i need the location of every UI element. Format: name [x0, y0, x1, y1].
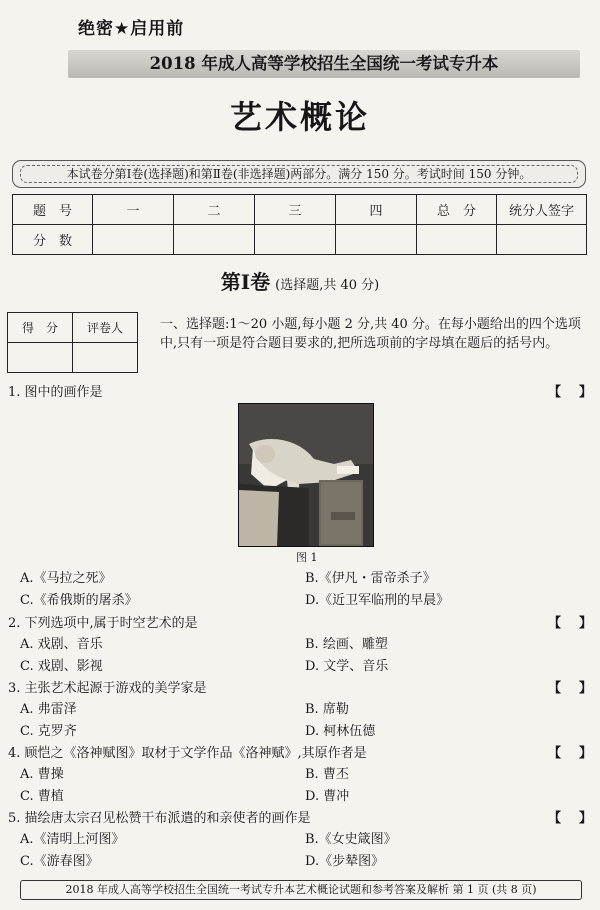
bracket-open: 【: [548, 385, 562, 400]
option-a: A. 戏剧、音乐: [20, 637, 103, 652]
option-a: A.《马拉之死》: [20, 571, 112, 586]
score-cell: [417, 225, 497, 255]
option-a: A.《清明上河图》: [20, 832, 125, 847]
notice-text: 本试卷分第Ⅰ卷(选择题)和第Ⅱ卷(非选择题)两部分。满分 150 分。考试时间 150 分钟。: [20, 165, 578, 183]
bracket-open: 【: [548, 681, 562, 696]
grader-name-cell: [73, 343, 138, 373]
option-c: C. 曹植: [20, 789, 64, 804]
bracket-close: 】: [578, 811, 592, 826]
bracket-close: 】: [578, 681, 592, 696]
grader-name-label: 评卷人: [73, 313, 138, 343]
bracket-open: 【: [548, 616, 562, 631]
bracket-open: 【: [548, 811, 562, 826]
score-table-header-cell: 四: [336, 195, 417, 225]
answer-bracket: [548, 807, 592, 826]
score-table-header-cell: 统分人签字: [497, 195, 587, 225]
page-footer: 2018 年成人高等学校招生全国统一考试专升本艺术概论试题和参考答案及解析 第 1 页 (共 8 页): [20, 880, 582, 900]
score-table-header-cell: 一: [93, 195, 174, 225]
grader-table: [7, 312, 138, 373]
volume-title: 第Ⅰ卷: [220, 270, 271, 294]
option-c: C. 克罗齐: [20, 724, 77, 739]
score-cell: [174, 225, 255, 255]
figure-caption: 图 1: [296, 551, 318, 564]
option-b: B.《伊凡・雷帝杀子》: [305, 571, 436, 586]
volume-subtitle: (选择题,共 40 分): [275, 278, 380, 293]
answer-bracket: [548, 742, 592, 761]
score-table-score-row: [13, 225, 587, 255]
score-cell: [497, 225, 587, 255]
score-table-header-row: [13, 195, 587, 225]
volume-heading: [0, 266, 600, 295]
secret-label: 绝密★启用前: [78, 19, 185, 39]
answer-bracket: [548, 677, 592, 696]
option-a: A. 曹操: [20, 767, 64, 782]
question-stem: 5. 描绘唐太宗召见松赞干布派遣的和亲使者的画作是: [8, 811, 311, 826]
question-stem: 2. 下列选项中,属于时空艺术的是: [8, 616, 198, 631]
score-cell: [336, 225, 417, 255]
option-d: D.《步辇图》: [305, 854, 385, 869]
option-d: D. 曹冲: [305, 789, 350, 804]
option-d: D. 文学、音乐: [305, 659, 389, 674]
option-d: D.《近卫军临刑的早晨》: [305, 593, 450, 608]
option-c: C.《希俄斯的屠杀》: [20, 593, 138, 608]
score-table-header-cell: 三: [255, 195, 336, 225]
question-stem: 1. 图中的画作是: [8, 385, 103, 400]
grader-score-cell: [8, 343, 73, 373]
option-b: B. 绘画、雕塑: [305, 637, 388, 652]
question-stem: 4. 顾恺之《洛神赋图》取材于文学作品《洛神赋》,其原作者是: [8, 746, 367, 761]
option-d: D. 柯林伍德: [305, 724, 376, 739]
score-table-row-label: 分 数: [13, 225, 93, 255]
bracket-close: 】: [578, 616, 592, 631]
score-table: [12, 194, 587, 255]
score-table-header-cell: 题 号: [13, 195, 93, 225]
exam-banner-title: 2018 年成人高等学校招生全国统一考试专升本: [149, 54, 499, 73]
option-a: A. 弗雷泽: [20, 702, 77, 717]
bracket-close: 】: [578, 385, 592, 400]
option-c: C. 戏剧、影视: [20, 659, 103, 674]
score-cell: [93, 225, 174, 255]
option-c: C.《游春图》: [20, 854, 99, 869]
option-b: B. 曹丕: [305, 767, 349, 782]
section-instructions: 一、选择题:1～20 小题,每小题 2 分,共 40 分。在每小题给出的四个选项中,只有一项是符合题目要求的,把所选项前的字母填在题后的括号内。: [160, 317, 581, 351]
painting-image: [238, 403, 374, 547]
option-b: B.《女史箴图》: [305, 832, 397, 847]
answer-bracket: [548, 612, 592, 631]
grader-score-label: 得 分: [8, 313, 73, 343]
answer-bracket: [548, 381, 592, 400]
score-table-header-cell: 总 分: [417, 195, 497, 225]
score-cell: [255, 225, 336, 255]
painting-illustration: [239, 404, 373, 546]
subject-title: 艺术概论: [229, 98, 370, 136]
bracket-open: 【: [548, 746, 562, 761]
question-stem: 3. 主张艺术起源于游戏的美学家是: [8, 681, 207, 696]
score-table-header-cell: 二: [174, 195, 255, 225]
bracket-close: 】: [578, 746, 592, 761]
option-b: B. 席勒: [305, 702, 349, 717]
